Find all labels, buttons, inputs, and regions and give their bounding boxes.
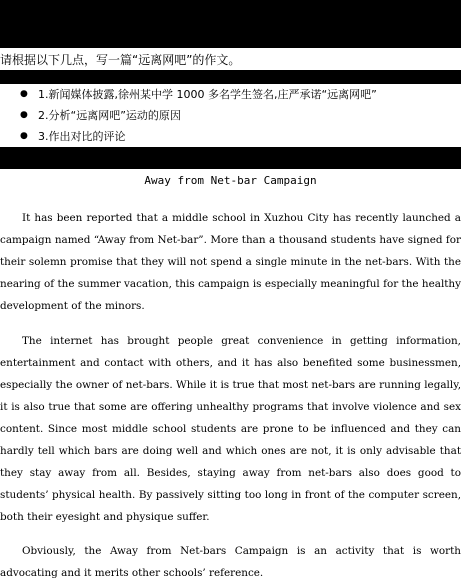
essay-paragraph-3: Obviously, the Away from Net-bars Campaign is an activity that is worth advocating and it merits other schools’ reference.	[0, 545, 461, 579]
key-point-3	[0, 126, 444, 147]
upper-black-band	[0, 70, 461, 84]
lower-black-band	[0, 147, 461, 169]
key-point-2	[0, 105, 444, 126]
bullet-icon: ●	[20, 89, 28, 99]
key-point-text: 2.分析“远离网吧”运动的原因	[38, 109, 181, 122]
key-point-text: 3.作出对比的评论	[38, 130, 126, 143]
essay-paragraph-1: It has been reported that a middle school in Xuzhou City has recently launched a campaign named “Away from Net-bar”. More than a thousand students have signed for their solemn promise that they will not spend a single minute in the net-bars. With the nearing of the summer vacation, this campaign is especially meaningful for the healthy development of the minors.	[0, 212, 461, 312]
bullet-icon: ●	[20, 131, 28, 141]
essay-title: Away from Net-bar Campaign	[144, 174, 317, 187]
key-point-text: 1.新闻媒体披露,徐州某中学 1000 多名学生签名,庄严承诺“远离网吧”	[38, 88, 377, 101]
top-black-bar	[0, 0, 461, 48]
key-point-1	[0, 84, 444, 105]
writing-prompt: 请根据以下几点，写一篇“远离网吧”的作文。	[0, 53, 241, 67]
key-points-list	[0, 84, 444, 147]
bullet-icon: ●	[20, 110, 28, 120]
essay-paragraph-2: The internet has brought people great convenience in getting information, entertainment and contact with others, and it has also benefited some businessmen, especially the owner of net-bars. While it is true that most net-bars are running legally, it is also true that some are offering unhealthy programs that involve violence and sex content. Since most middle school students are prone to be influenced and they can hardly tell which bars are doing well and which ones are not, it is only advisable that they stay away from all. Besides, staying away from net-bars also does good to students’ physical health. By passively sitting too long in front of the computer screen, both their eyesight and physique suffer.	[0, 335, 461, 523]
